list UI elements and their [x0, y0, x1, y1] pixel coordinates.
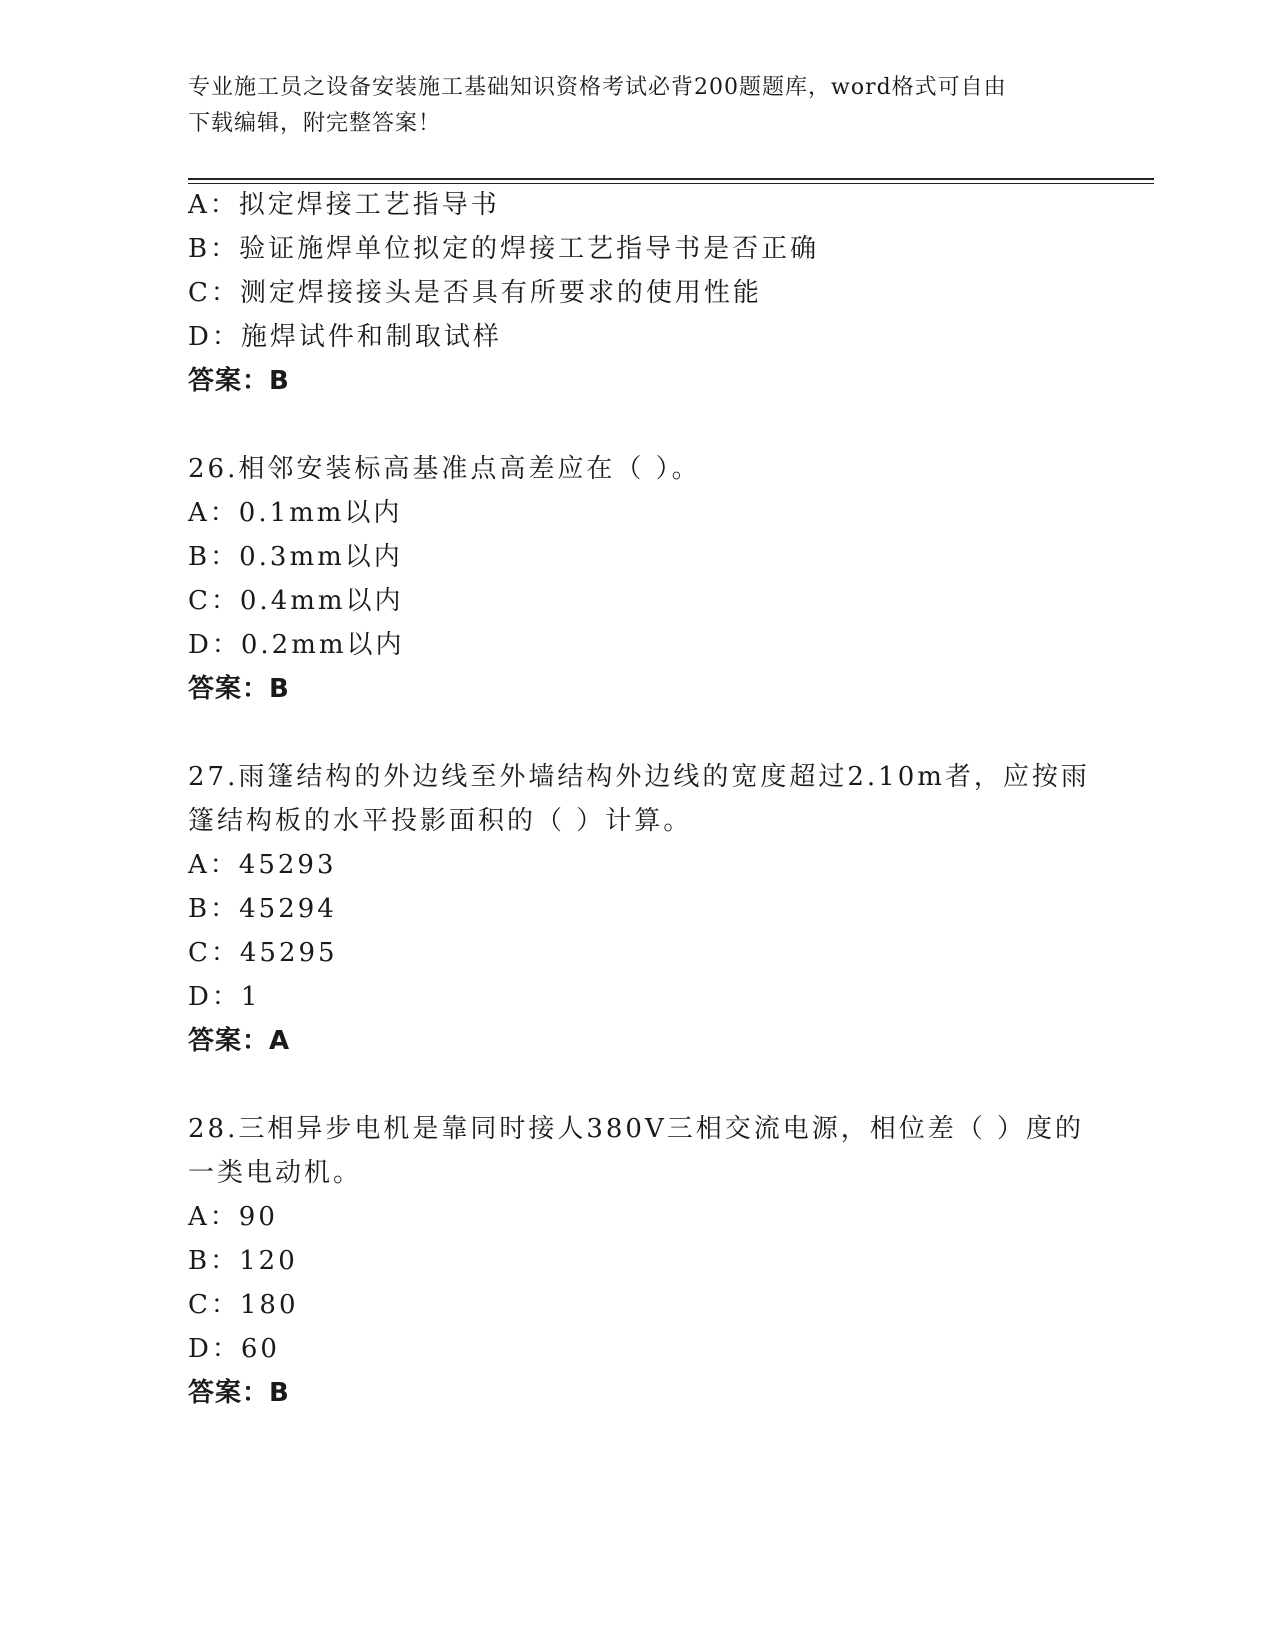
q27-answer: 答案：A: [188, 1026, 291, 1056]
q28-stem-line-2: 一类电动机。: [188, 1158, 363, 1188]
q27-option-a: A：45293: [188, 850, 337, 880]
q26-stem: 26.相邻安装标高基准点高差应在（ ）。: [188, 454, 701, 484]
q26-option-a: A：0.1mm以内: [188, 498, 403, 528]
q28-option-d: D：60: [188, 1334, 280, 1364]
q27-option-d: D：1: [188, 982, 261, 1012]
q26-answer: 答案：B: [188, 674, 290, 704]
q26-option-b: B：0.3mm以内: [188, 542, 403, 572]
q25-option-d: D：施焊试件和制取试样: [188, 322, 502, 352]
q27-option-c: C：45295: [188, 938, 338, 968]
q25-option-c: C：测定焊接接头是否具有所要求的使用性能: [188, 278, 762, 308]
q28-option-c: C：180: [188, 1290, 299, 1320]
q28-option-a: A：90: [188, 1202, 278, 1232]
q28-answer: 答案：B: [188, 1378, 290, 1408]
q25-answer: 答案：B: [188, 366, 290, 396]
q25-option-a: A：拟定焊接工艺指导书: [188, 190, 500, 220]
q26-option-d: D：0.2mm以内: [188, 630, 405, 660]
q28-option-b: B：120: [188, 1246, 298, 1276]
q25-option-b: B：验证施焊单位拟定的焊接工艺指导书是否正确: [188, 234, 820, 264]
header-line-2: 下载编辑，附完整答案！: [188, 111, 442, 136]
header-line-1: 专业施工员之设备安装施工基础知识资格考试必背200题题库，word格式可自由: [188, 75, 1007, 100]
q28-stem-line-1: 28.三相异步电机是靠同时接人380V三相交流电源，相位差（ ）度的: [188, 1114, 1085, 1144]
header-divider-thin: [188, 183, 1154, 184]
q27-option-b: B：45294: [188, 894, 337, 924]
document-header: [188, 70, 1088, 142]
q26-option-c: C：0.4mm以内: [188, 586, 404, 616]
q27-stem-line-1: 27.雨篷结构的外边线至外墙结构外边线的宽度超过2.10m者，应按雨: [188, 762, 1090, 792]
header-divider-thick: [188, 178, 1154, 180]
q27-stem-line-2: 篷结构板的水平投影面积的（ ）计算。: [188, 806, 693, 836]
